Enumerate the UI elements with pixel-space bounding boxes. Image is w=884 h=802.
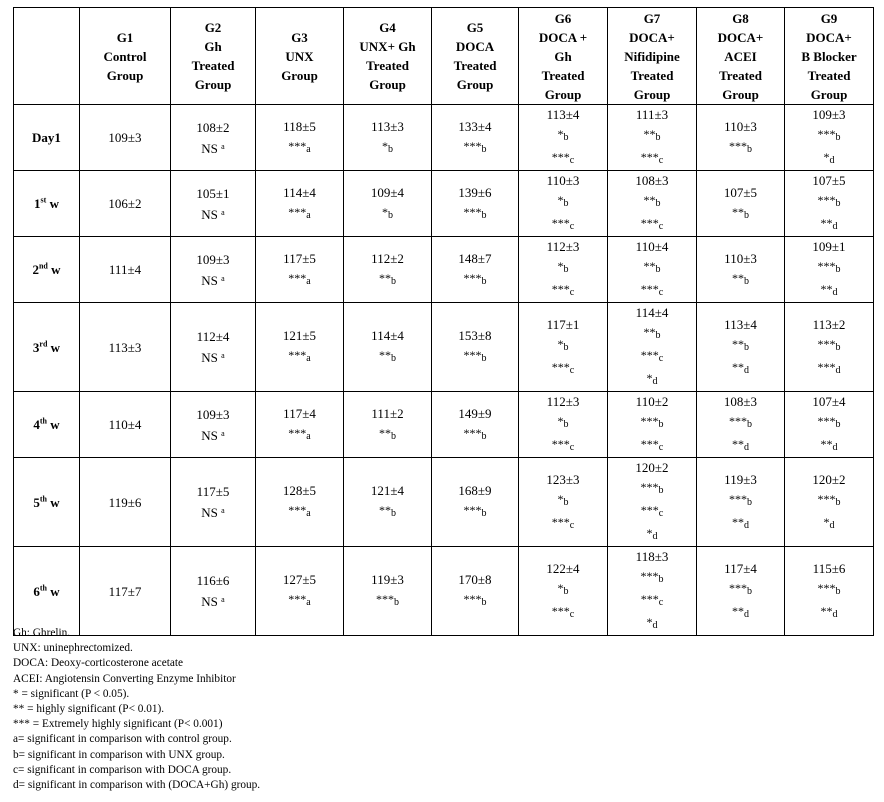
- cell-value: *d: [823, 150, 835, 166]
- table-row: [14, 392, 874, 458]
- cell-value: 109±3: [196, 251, 230, 267]
- table-cell: [519, 237, 608, 303]
- column-header-line: Nifidipine: [624, 48, 680, 64]
- table-cell: [344, 171, 432, 237]
- column-header-5: [432, 8, 519, 105]
- table-cell: [697, 458, 785, 547]
- table-cell: [519, 392, 608, 458]
- table-cell: [519, 105, 608, 171]
- cell-value: 113±4: [546, 107, 580, 122]
- column-header-line: G2: [204, 20, 222, 35]
- column-header-line: Treated: [719, 67, 762, 83]
- table-cell: [432, 547, 519, 636]
- cell-value: ***c: [551, 514, 575, 531]
- cell-value: 110±3: [546, 173, 580, 188]
- footnote-line: a= significant in comparison with control group.: [13, 733, 232, 746]
- cell-value: NS $^a$: [201, 350, 225, 365]
- cell-value: 121±5: [282, 328, 317, 343]
- table-cell: [432, 392, 519, 458]
- cell-value: *d: [823, 514, 835, 531]
- cell-value: ***d: [817, 359, 841, 376]
- column-header-line: Group: [722, 86, 759, 102]
- cell-value: 110±2: [635, 394, 669, 409]
- column-header-line: G3: [291, 29, 308, 45]
- cell-value: **b: [643, 127, 661, 143]
- table-cell: [519, 303, 608, 392]
- column-header-line: G7: [643, 10, 661, 26]
- row-label: 4th w: [14, 392, 80, 458]
- table-cell: [256, 458, 344, 547]
- table-cell: [432, 237, 519, 303]
- cell-value: ***a: [288, 592, 311, 608]
- table-cell: [256, 237, 344, 303]
- cell-value: 109±3: [812, 107, 846, 122]
- cell-value: ***b: [376, 592, 399, 608]
- table-cell: [785, 303, 874, 392]
- column-header-3: [256, 8, 344, 105]
- column-header-7: [608, 8, 697, 105]
- table-cell: [80, 547, 171, 636]
- cell-value: 117±7: [108, 583, 142, 599]
- column-header-line: DOCA +: [538, 29, 588, 45]
- column-header-line: Group: [456, 77, 494, 92]
- cell-value: 117±4: [724, 560, 757, 576]
- cell-value: 107±4: [812, 394, 846, 409]
- column-header-line: G1: [116, 29, 134, 45]
- table-cell: [608, 303, 697, 392]
- cell-value: *b: [382, 204, 393, 221]
- cell-value: **b: [379, 503, 396, 519]
- cell-value: 109±4: [370, 184, 405, 200]
- cell-value: ***b: [817, 193, 841, 209]
- cell-value: ***b: [729, 580, 752, 597]
- column-header-line: G4: [379, 20, 396, 35]
- cell-value: 110±3: [724, 250, 757, 266]
- table-cell: [80, 458, 171, 547]
- cell-value: 113±3: [371, 118, 404, 134]
- table-cell: [608, 105, 697, 171]
- cell-value: ***a: [288, 348, 311, 364]
- table-cell: [785, 392, 874, 458]
- table-cell: [344, 105, 432, 171]
- column-header-line: DOCA: [455, 39, 495, 54]
- cell-value: 128±5: [282, 483, 317, 498]
- column-header-line: Gh: [204, 39, 222, 54]
- table-row: [14, 303, 874, 392]
- cell-value: 113±2: [812, 316, 846, 332]
- cell-value: ***b: [817, 580, 841, 597]
- row-label: 3rd w: [14, 303, 80, 392]
- table-cell: [171, 392, 256, 458]
- cell-value: NS $^a$: [201, 206, 225, 222]
- cell-value: NS $^a$: [201, 427, 225, 443]
- table-cell: [608, 171, 697, 237]
- cell-value: 112±4: [196, 329, 230, 344]
- column-header-line: Group: [281, 67, 318, 83]
- column-header-line: Treated: [191, 58, 235, 73]
- table-cell: [519, 458, 608, 547]
- cell-value: 117±4: [283, 405, 316, 421]
- cell-value: 109±1: [812, 239, 846, 254]
- table-cell: [432, 105, 519, 171]
- cell-value: 116±6: [196, 573, 230, 588]
- cell-value: *d: [646, 371, 658, 387]
- cell-value: ***a: [288, 138, 311, 155]
- row-label: 5th w: [14, 458, 80, 547]
- table-row: [14, 547, 874, 636]
- column-header-line: G6: [554, 10, 572, 26]
- table-cell: [80, 303, 171, 392]
- table-cell: [256, 547, 344, 636]
- cell-value: **d: [820, 216, 838, 232]
- cell-value: 109±3: [108, 130, 142, 145]
- cell-value: **b: [732, 336, 749, 353]
- table-cell: [171, 547, 256, 636]
- cell-value: *b: [557, 491, 569, 508]
- cell-value: ***c: [640, 150, 664, 166]
- cell-value: 127±5: [282, 572, 317, 587]
- header-corner: [14, 8, 80, 105]
- cell-value: 117±5: [196, 484, 230, 499]
- column-header-line: Group: [369, 77, 406, 92]
- table-cell: [80, 237, 171, 303]
- cell-value: ***c: [640, 437, 664, 453]
- footnote-line: b= significant in comparison with UNX group.: [13, 748, 225, 761]
- row-label: 6th w: [14, 547, 80, 636]
- column-header-line: Treated: [453, 58, 497, 73]
- cell-value: 110±4: [635, 239, 669, 254]
- cell-value: ***b: [463, 592, 487, 608]
- table-cell: [785, 547, 874, 636]
- cell-value: 114±4: [283, 184, 316, 200]
- cell-value: 119±3: [371, 572, 404, 587]
- cell-value: *d: [646, 615, 658, 631]
- cell-value: ***c: [551, 216, 575, 232]
- cell-value: 148±7: [458, 250, 492, 266]
- column-header-line: Treated: [366, 58, 409, 73]
- cell-value: NS $^a$: [201, 140, 225, 156]
- cell-value: **d: [820, 437, 838, 453]
- cell-value: 110±4: [108, 417, 142, 432]
- cell-value: **b: [643, 259, 661, 275]
- cell-value: ***b: [817, 414, 841, 430]
- cell-value: NS $^a$: [201, 272, 225, 288]
- cell-value: *b: [557, 414, 569, 430]
- table-cell: [344, 547, 432, 636]
- cell-value: 120±2: [812, 471, 846, 487]
- cell-value: NS $^a$: [201, 505, 225, 520]
- cell-value: ***c: [551, 603, 575, 620]
- table-cell: [171, 105, 256, 171]
- table-cell: [697, 237, 785, 303]
- footnote-line: *** = Extremely highly significant (P< 0.001): [13, 718, 223, 731]
- table-cell: [608, 392, 697, 458]
- cell-value: **b: [379, 348, 396, 364]
- cell-value: **b: [732, 204, 749, 221]
- cell-value: 108±3: [723, 394, 758, 409]
- cell-value: 113±3: [108, 339, 142, 355]
- cell-value: ***b: [463, 204, 487, 221]
- cell-value: *b: [557, 127, 569, 143]
- cell-value: 114±4: [371, 328, 404, 343]
- cell-value: ***b: [640, 414, 664, 430]
- table-cell: [697, 105, 785, 171]
- cell-value: ***b: [729, 491, 752, 508]
- column-header-8: [697, 8, 785, 105]
- footnote-line: d= significant in comparison with (DOCA+Gh) group.: [13, 779, 261, 792]
- cell-value: ***a: [288, 204, 311, 221]
- cell-value: *b: [557, 193, 569, 209]
- table-cell: [697, 303, 785, 392]
- cell-value: 122±4: [546, 560, 580, 576]
- table-cell: [171, 303, 256, 392]
- column-header-line: Group: [633, 86, 671, 102]
- cell-value: ***b: [817, 127, 841, 143]
- results-table: [13, 7, 874, 636]
- table-cell: [608, 237, 697, 303]
- footnote-line: ACEI: Angiotensin Converting Enzyme Inhibitor: [13, 672, 236, 685]
- table-cell: [171, 171, 256, 237]
- cell-value: 119±6: [108, 494, 142, 510]
- table-cell: [785, 458, 874, 547]
- cell-value: ***a: [288, 503, 311, 519]
- header-row: [14, 8, 874, 105]
- cell-value: ***c: [640, 282, 664, 298]
- cell-value: 107±5: [723, 184, 758, 200]
- cell-value: 117±1: [546, 316, 580, 332]
- cell-value: ***a: [288, 425, 311, 442]
- cell-value: 153±8: [458, 328, 492, 343]
- cell-value: ***b: [640, 569, 664, 585]
- cell-value: ***c: [640, 592, 664, 608]
- table-cell: [432, 171, 519, 237]
- column-header-line: Control: [103, 48, 147, 64]
- table-cell: [432, 458, 519, 547]
- column-header-line: G5: [466, 20, 484, 35]
- column-header-9: [785, 8, 874, 105]
- cell-value: 149±9: [458, 405, 492, 421]
- table-cell: [256, 303, 344, 392]
- column-header-line: Gh: [554, 48, 572, 64]
- cell-value: **b: [379, 425, 396, 442]
- cell-value: ***b: [463, 270, 487, 287]
- cell-value: 108±2: [196, 119, 230, 135]
- cell-value: 170±8: [458, 572, 492, 587]
- row-label: 2nd w: [14, 237, 80, 303]
- table-cell: [432, 303, 519, 392]
- cell-value: **b: [732, 270, 749, 287]
- footnotes: [13, 626, 260, 793]
- footnote-line: DOCA: Deoxy-corticosterone acetate: [13, 657, 184, 670]
- cell-value: 106±2: [108, 196, 142, 211]
- column-header-line: Treated: [807, 67, 851, 83]
- cell-value: 121±4: [370, 483, 405, 498]
- cell-value: ***c: [551, 282, 575, 298]
- table-cell: [171, 458, 256, 547]
- cell-value: 113±4: [724, 316, 757, 332]
- cell-value: *d: [646, 526, 658, 542]
- table-row: [14, 171, 874, 237]
- cell-value: 119±3: [724, 471, 757, 487]
- column-header-line: DOCA+: [717, 29, 764, 45]
- footnote-line: ** = highly significant (P< 0.01).: [13, 703, 165, 716]
- cell-value: 117±5: [283, 250, 316, 266]
- cell-value: ***b: [463, 425, 487, 442]
- cell-value: ***c: [640, 216, 664, 232]
- footnote-line: UNX: uninephrectomized.: [13, 642, 133, 655]
- table-cell: [519, 547, 608, 636]
- table-row: [14, 105, 874, 171]
- cell-value: 110±3: [724, 118, 757, 134]
- cell-value: ***b: [817, 259, 841, 275]
- table-cell: [608, 547, 697, 636]
- table-cell: [785, 105, 874, 171]
- cell-value: 112±3: [546, 394, 580, 409]
- column-header-line: DOCA+: [629, 29, 675, 45]
- column-header-line: Treated: [630, 67, 674, 83]
- cell-value: *b: [557, 259, 569, 275]
- column-header-line: UNX: [285, 48, 314, 64]
- table-cell: [785, 237, 874, 303]
- table-cell: [256, 105, 344, 171]
- cell-value: ***c: [551, 150, 575, 166]
- cell-value: 133±4: [458, 118, 492, 134]
- table-cell: [697, 547, 785, 636]
- footnote-line: * = significant (P < 0.05).: [13, 687, 130, 700]
- cell-value: **b: [379, 270, 396, 287]
- cell-value: *b: [557, 336, 569, 353]
- table-cell: [344, 392, 432, 458]
- table-cell: [697, 171, 785, 237]
- column-header-line: Group: [810, 86, 848, 102]
- cell-value: ***c: [551, 437, 575, 453]
- cell-value: **d: [820, 282, 838, 298]
- table-cell: [785, 171, 874, 237]
- table-cell: [256, 392, 344, 458]
- footnote-line: c= significant in comparison with DOCA group.: [13, 763, 232, 776]
- column-header-line: UNX+ Gh: [359, 39, 416, 54]
- cell-value: 123±3: [546, 471, 580, 487]
- cell-value: 107±5: [812, 173, 846, 188]
- cell-value: 114±4: [635, 305, 669, 320]
- cell-value: 111±2: [371, 405, 404, 421]
- column-header-line: Group: [106, 67, 144, 83]
- cell-value: *b: [382, 138, 393, 155]
- table-cell: [171, 237, 256, 303]
- row-label: 1st w: [14, 171, 80, 237]
- row-label: Day1: [14, 105, 80, 171]
- column-header-4: [344, 8, 432, 105]
- cell-value: 120±2: [635, 460, 669, 475]
- column-header-line: DOCA+: [806, 29, 852, 45]
- table-cell: [344, 237, 432, 303]
- cell-value: ***b: [463, 138, 487, 155]
- column-header-line: ACEI: [724, 48, 757, 64]
- cell-value: **d: [732, 603, 749, 620]
- cell-value: 112±3: [546, 239, 580, 254]
- table-cell: [256, 171, 344, 237]
- cell-value: ***b: [817, 491, 841, 508]
- cell-value: ***b: [463, 503, 487, 519]
- cell-value: 168±9: [458, 483, 492, 498]
- cell-value: 105±1: [196, 185, 230, 201]
- cell-value: 111±3: [635, 107, 669, 122]
- column-header-line: G9: [820, 10, 838, 26]
- cell-value: ***c: [640, 348, 664, 364]
- cell-value: 111±4: [108, 262, 142, 277]
- cell-value: 139±6: [458, 184, 492, 200]
- column-header-6: [519, 8, 608, 105]
- table-row: [14, 458, 874, 547]
- table-cell: [344, 303, 432, 392]
- cell-value: ***b: [463, 348, 487, 364]
- cell-value: **b: [643, 325, 661, 341]
- cell-value: ***b: [729, 138, 752, 155]
- column-header-line: Group: [544, 86, 582, 102]
- cell-value: 115±6: [812, 560, 846, 576]
- column-header-line: B Blocker: [801, 48, 857, 64]
- table-cell: [519, 171, 608, 237]
- column-header-1: [80, 8, 171, 105]
- cell-value: 112±2: [371, 250, 404, 266]
- table-cell: [344, 458, 432, 547]
- footnote-line: Gh: Ghrelin.: [13, 627, 71, 639]
- column-header-line: G8: [732, 10, 749, 26]
- table-cell: [697, 392, 785, 458]
- cell-value: 109±3: [196, 406, 230, 422]
- table-cell: [80, 171, 171, 237]
- table-cell: [80, 392, 171, 458]
- cell-value: ***b: [640, 480, 664, 496]
- cell-value: ***b: [729, 414, 752, 430]
- cell-value: **d: [732, 359, 749, 376]
- cell-value: **b: [643, 193, 661, 209]
- cell-value: ***a: [288, 270, 311, 287]
- cell-value: 118±3: [635, 549, 669, 564]
- cell-value: 108±3: [635, 173, 669, 188]
- cell-value: *b: [557, 580, 569, 597]
- column-header-2: [171, 8, 256, 105]
- cell-value: ***c: [551, 359, 575, 376]
- cell-value: ***c: [640, 503, 664, 519]
- cell-value: **d: [820, 603, 838, 620]
- cell-value: **d: [732, 514, 749, 531]
- cell-value: **d: [732, 437, 749, 453]
- cell-value: NS $^a$: [201, 594, 225, 609]
- cell-value: 118±5: [283, 118, 316, 134]
- cell-value: ***b: [817, 336, 841, 353]
- column-header-line: Treated: [541, 67, 585, 83]
- table-row: [14, 237, 874, 303]
- table-cell: [80, 105, 171, 171]
- table-cell: [608, 458, 697, 547]
- column-header-line: Group: [194, 77, 232, 92]
